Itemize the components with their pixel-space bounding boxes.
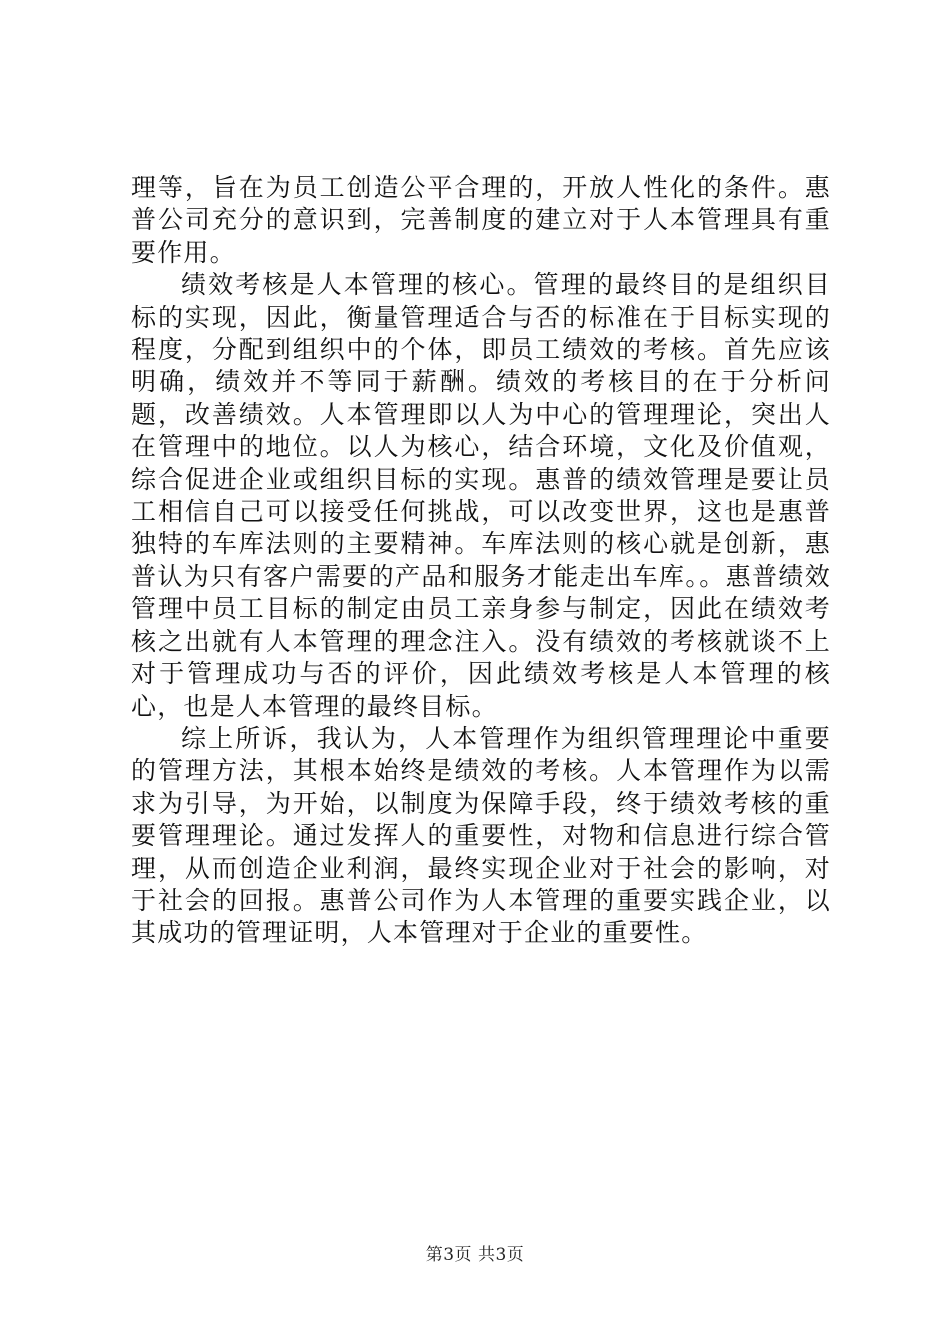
- paragraph-continuation: 理等，旨在为员工创造公平合理的，开放人性化的条件。惠普公司充分的意识到，完善制度的建立对于人本管理具有重要作用。: [131, 173, 831, 267]
- page-footer: [0, 1243, 950, 1267]
- document-body: [131, 172, 831, 950]
- page-number-label: 第3页 共3页: [425, 1245, 525, 1265]
- paragraph-performance-appraisal: 绩效考核是人本管理的核心。管理的最终目的是组织目标的实现，因此，衡量管理适合与否的标准在于目标实现的程度，分配到组织中的个体，即员工绩效的考核。首先应该明确，绩效并不等同于薪酬。绩效的考核目的在于分析问题，改善绩效。人本管理即以人为中心的管理理论，突出人在管理中的地位。以人为核心，结合环境，文化及价值观，综合促进企业或组织目标的实现。惠普的绩效管理是要让员工相信自己可以接受任何挑战，可以改变世界，这也是惠普独特的车库法则的主要精神。车库法则的核心就是创新，惠普认为只有客户需要的产品和服务才能走出车库。。惠普绩效管理中员工目标的制定由员工亲身参与制定，因此在绩效考核之出就有人本管理的理念注入。没有绩效的考核就谈不上对于管理成功与否的评价，因此绩效考核是人本管理的核心，也是人本管理的最终目标。: [131, 270, 831, 721]
- paragraph-conclusion: 综上所诉，我认为，人本管理作为组织管理理论中重要的管理方法，其根本始终是绩效的考核。人本管理作为以需求为引导，为开始，以制度为保障手段，终于绩效考核的重要管理理论。通过发挥人的重要性，对物和信息进行综合管理，从而创造企业利润，最终实现企业对于社会的影响，对于社会的回报。惠普公司作为人本管理的重要实践企业，以其成功的管理证明，人本管理对于企业的重要性。: [131, 723, 831, 948]
